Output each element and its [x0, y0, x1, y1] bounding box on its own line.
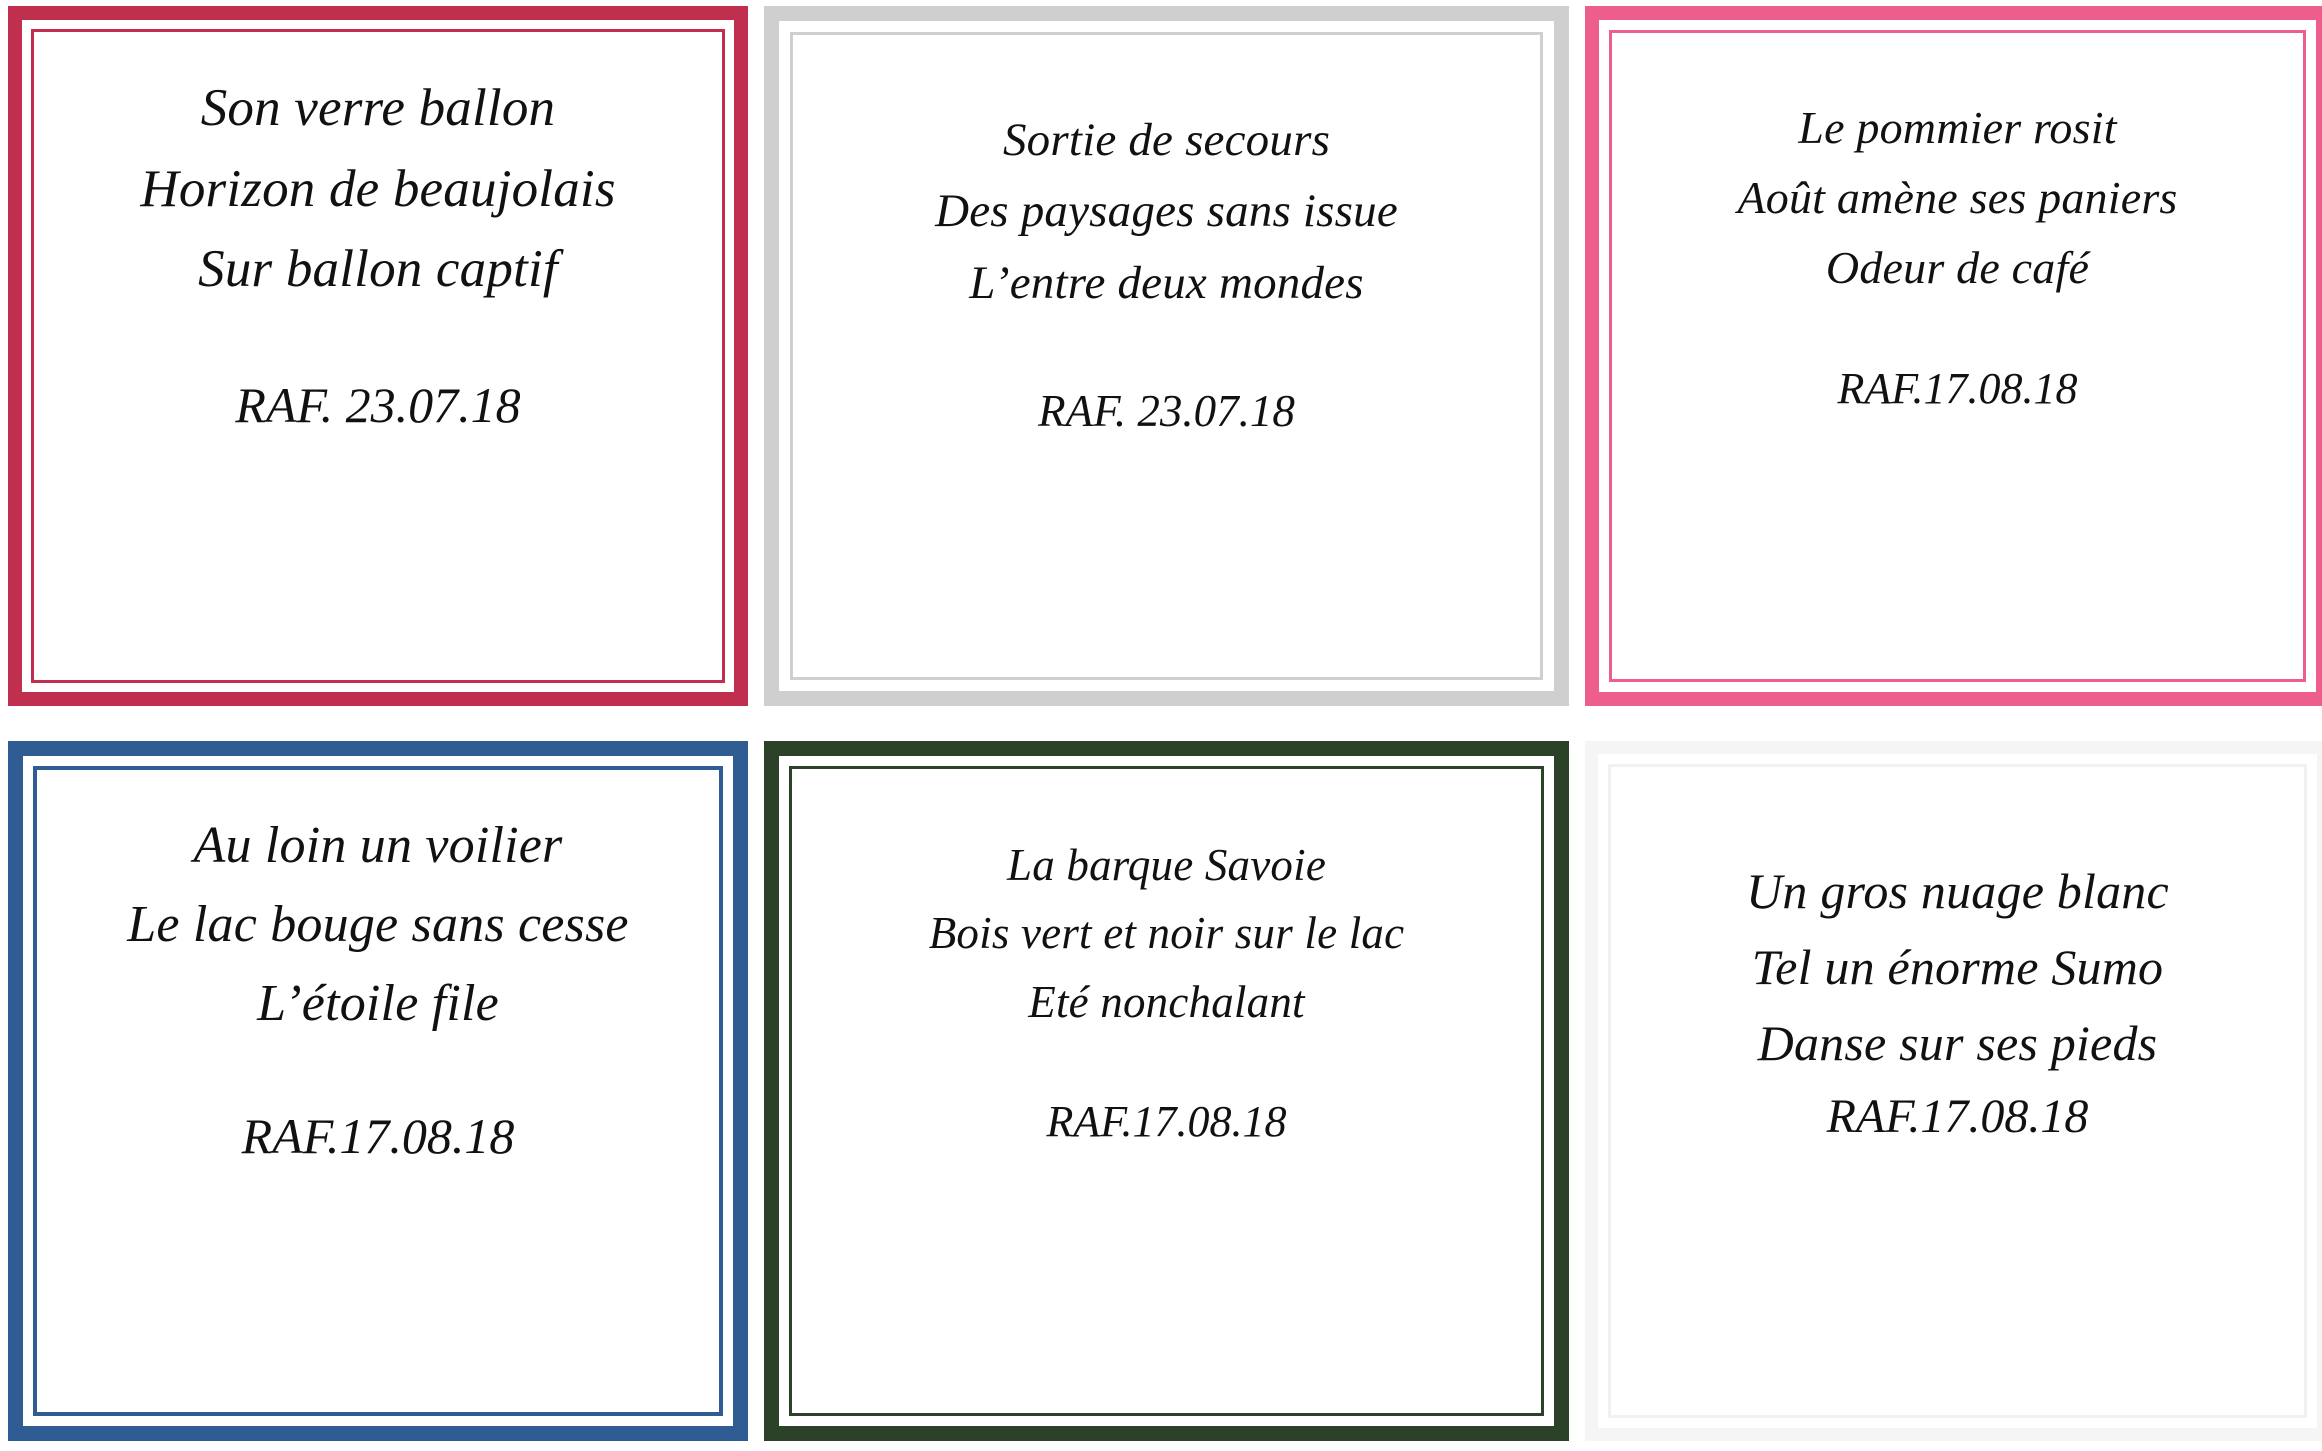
haiku-card-grey [764, 6, 1569, 706]
haiku-line: Des paysages sans issue [935, 185, 1398, 238]
haiku-line: Un gros nuage blanc [1746, 863, 2169, 919]
haiku-line: Sortie de secours [1002, 114, 1331, 166]
haiku-poem [34, 32, 722, 310]
card-inner-frame [33, 766, 723, 1416]
haiku-line: Horizon de beaujolais [140, 159, 616, 218]
haiku-signature: RAF.17.08.18 [1837, 363, 2078, 413]
haiku-poem [1611, 767, 2304, 1081]
haiku-line: Août amène ses paniers [1737, 171, 2178, 223]
card-inner-frame [789, 766, 1544, 1416]
haiku-card-green [764, 741, 1569, 1441]
card-inner-frame [31, 29, 725, 683]
haiku-line: Sur ballon captif [198, 240, 558, 299]
haiku-signature: RAF.17.08.18 [1046, 1097, 1287, 1147]
haiku-card-crimson [8, 6, 748, 706]
haiku-poem [37, 770, 719, 1043]
haiku-line: L’entre deux mondes [969, 256, 1364, 309]
haiku-signature: RAF. 23.07.18 [235, 376, 521, 433]
haiku-line: Danse sur ses pieds [1757, 1015, 2158, 1071]
haiku-card-blue [8, 741, 748, 1441]
haiku-line: Le lac bouge sans cesse [127, 896, 629, 954]
haiku-signature: RAF. 23.07.18 [1038, 386, 1295, 437]
haiku-line: Eté nonchalant [1028, 976, 1305, 1027]
haiku-line: L’étoile file [257, 975, 499, 1033]
haiku-signature: RAF.17.08.18 [1826, 1090, 2089, 1143]
haiku-signature: RAF.17.08.18 [241, 1108, 515, 1165]
haiku-line: Bois vert et noir sur le lac [928, 908, 1405, 959]
card-inner-frame [790, 32, 1543, 680]
haiku-line: Odeur de café [1825, 241, 2090, 293]
haiku-card-white [1585, 741, 2322, 1441]
card-inner-frame [1608, 764, 2307, 1418]
haiku-line: Au loin un voilier [193, 817, 563, 874]
haiku-line: La barque Savoie [1007, 840, 1326, 890]
card-inner-frame [1609, 30, 2306, 682]
haiku-line: Son verre ballon [200, 79, 556, 137]
haiku-card-pink [1585, 6, 2322, 706]
haiku-poem [792, 769, 1541, 1036]
haiku-line: Le pommier rosit [1798, 102, 2117, 153]
haiku-poem [793, 35, 1540, 319]
haiku-poem [1612, 33, 2303, 303]
haiku-line: Tel un énorme Sumo [1751, 939, 2164, 995]
